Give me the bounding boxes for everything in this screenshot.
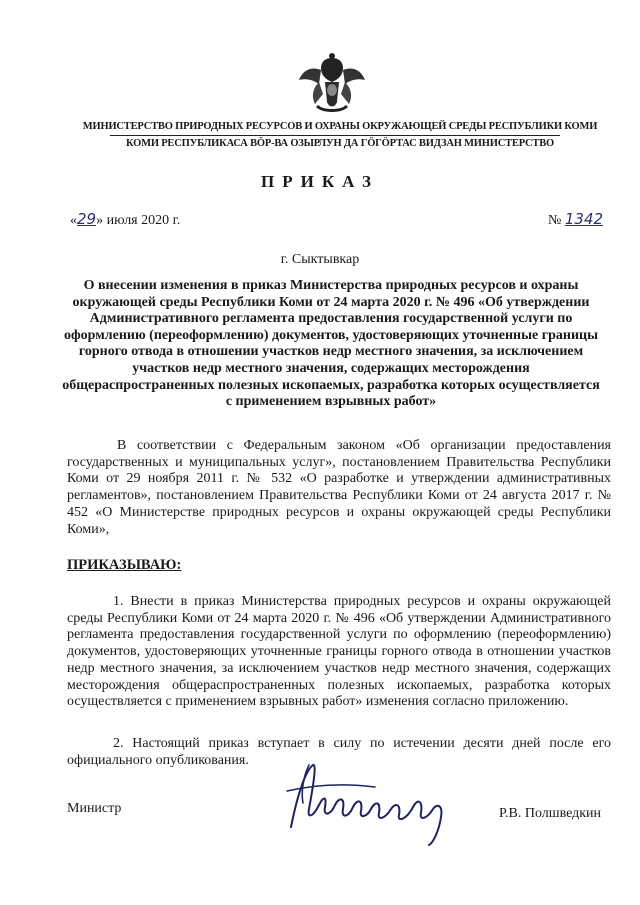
date-close-quote: » <box>96 213 104 228</box>
date-month-year: июля 2020 г. <box>103 213 181 228</box>
order-heading: ПРИКАЗЫВАЮ: <box>67 557 182 573</box>
document-number <box>548 210 603 229</box>
order-item-1: 1. Внести в приказ Министерства природных ресурсов и охраны окружающей среды Республики Коми от 24 марта 2020 г. № 496 «Об утверждении Административного регламента предоставления государственной услуги по оформлению (переоформлению) документов, удостоверяющих уточненные границы горного отвода в отношении участков недр местного значения, за исключением участков недр местного значения, содержащих месторождения общераспространенных полезных ископаемых, разработка которых осуществляется с применением взрывных работ» изменения согласно приложению. <box>67 594 611 710</box>
document-subject: О внесении изменения в приказ Министерства природных ресурсов и охраны окружающей среды Республики Коми от 24 марта 2020 г. № 496 «Об утверждении Административного регламента предоставления государственной услуги по оформлению (переоформлению) документов, удостоверяющих уточненные границы горного отвода в отношении участков недр местного значения, за исключением участков недр местного значения, содержащих месторождения общераспространенных полезных ископаемых, разработка которых осуществляется с применением взрывных работ» <box>62 278 600 410</box>
ministry-name-komi: КОМИ РЕСПУБЛИКАСА ВӦР-ВА ОЗЫРЛУН ДА ГӦГӦРТАС ВИДЗАН МИНИСТЕРСТВО <box>125 138 554 149</box>
number-handwritten: 1342 <box>564 210 604 228</box>
number-prefix: № <box>548 213 565 228</box>
handwritten-signature <box>283 757 468 847</box>
preamble-paragraph: В соответствии с Федеральным законом «Об организации предоставления государственных и муниципальных услуг», постановлением Правительства Республики Коми от 29 ноября 2011 г. № 532 «О разработке и утверждении административных регламентов», постановлением Правительства Республики Коми от 24 августа 2017 г. № 452 «О Министерстве природных ресурсов и охраны окружающей среды Республики Коми», <box>67 438 611 537</box>
signatory-position: Министр <box>67 801 122 816</box>
ministry-name-russian: МИНИСТЕРСТВО ПРИРОДНЫХ РЕСУРСОВ И ОХРАНЫ ОКРУЖАЮЩЕЙ СРЕДЫ РЕСПУБЛИКИ КОМИ <box>82 121 598 132</box>
document-date <box>70 210 180 229</box>
order-item-2: 2. Настоящий приказ вступает в силу по истечении десяти дней после его официального опубликования. <box>67 736 611 768</box>
document-city: г. Сыктывкар <box>280 252 360 267</box>
date-day-handwritten: 29 <box>77 210 97 228</box>
coat-of-arms-emblem <box>297 52 367 114</box>
signatory-name: Р.В. Полшведкин <box>499 806 602 821</box>
header-divider <box>110 135 560 136</box>
date-open-quote: « <box>70 213 77 228</box>
document-title: ПРИКАЗ <box>261 172 379 191</box>
